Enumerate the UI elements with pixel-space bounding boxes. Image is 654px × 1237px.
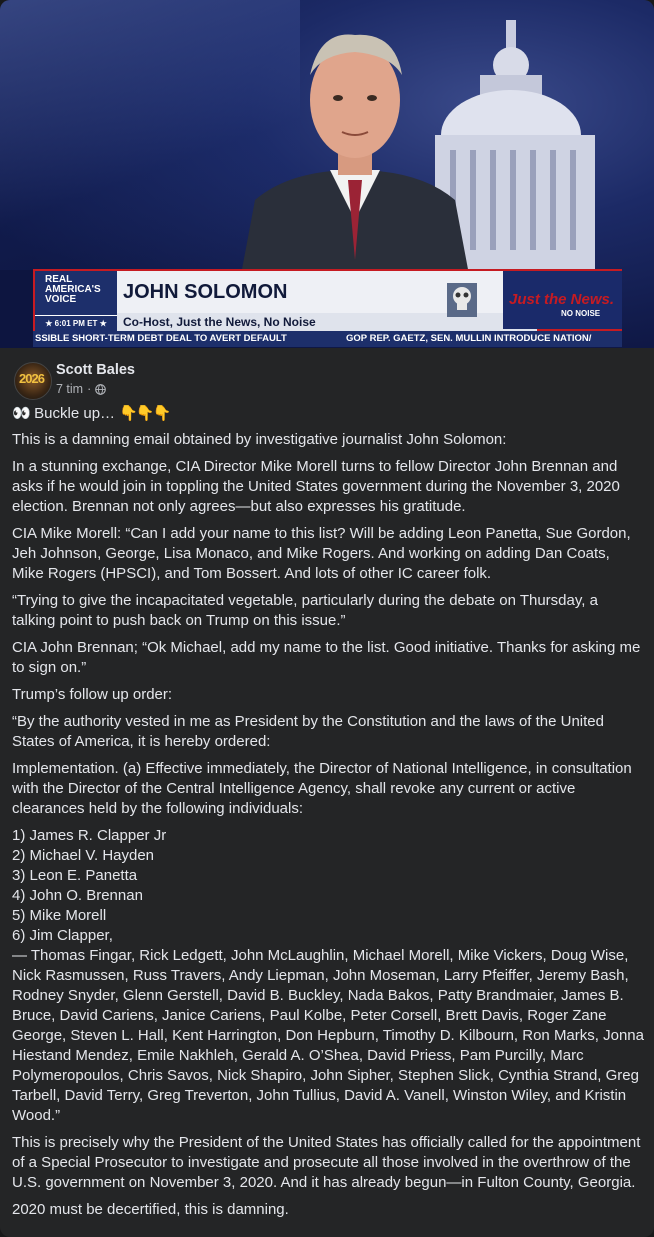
names-paragraph: — Thomas Fingar, Rick Ledgett, John McLaughlin, Michael Morell, Mike Vickers, Doug Wise, Nick Rasmussen, Russ Travers, Andy Liepman, John Moseman, Larry Pfeiffer, Jeremy Bash, Rodney Snyder, Glenn Gerstell, David B. Buckley, Nada Bakos, Patty Brandmaier, James B. Bruce, David Cariens, Janice Cariens, Paul Kolbe, Peter Corsell, Brett Davis, Roger Zane George, Steven L. Hall, Kent Harrington, Don Hepburn, Timothy D. Kilbourn, Ron Marks, Jonna Hiestand Mendez, Emile Nakhleh, Gerald A. O’Shea, David Priess, Pam Purcilly, Marc Polymeropoulos, Chris Savos, Nick Shapiro, John Sipher, Stephen Slick, Cynthia Strand, Greg Tarbell, David Terry, Greg Treverton, John Tullius, David A. Vanell, Winston Wiley, and Kristin Wood.” [12, 947, 644, 1124]
list-item: 1) James R. Clapper Jr [12, 827, 167, 844]
list-item: 5) Mike Morell [12, 907, 107, 924]
list-item: 4) John O. Brennan [12, 887, 143, 904]
broadcast-time: ★ 6:01 PM ET ★ [35, 315, 117, 332]
logo-line-2: AMERICA'S [45, 284, 101, 295]
paragraph: Trump’s follow up order: [12, 686, 173, 703]
presenter-image [230, 20, 480, 280]
list-item: 3) Leon E. Panetta [12, 867, 138, 884]
paragraph: This is a damning email obtained by investigative journalist John Solomon: [12, 431, 507, 448]
logo-line-1: REAL [45, 274, 73, 285]
author-name[interactable]: Scott Bales [56, 362, 135, 378]
avatar-text: 2026 [19, 371, 44, 386]
brand-logo [503, 271, 622, 329]
guest-title: Co-Host, Just the News, No Noise [117, 313, 537, 331]
paragraph: 2020 must be decertified, this is damning. [12, 1201, 289, 1218]
list-item: 6) Jim Clapper, [12, 927, 113, 944]
brand-tagline: NO NOISE [561, 309, 601, 318]
paragraph: CIA John Brennan; “Ok Michael, add my name to the list. Good initiative. Thanks for asking me to sign on.” [12, 639, 641, 676]
globe-icon [95, 384, 106, 395]
skull-flag-icon [447, 283, 477, 317]
post-text [12, 404, 644, 1227]
paragraph: This is precisely why the President of the United States has officially called for the appointment of a Special Prosecutor to investigate and prosecute all those involved in the overthrow of the U.S. government on November 3, 2020. And it has already begun—in Fulton County, Georgia. [12, 1134, 641, 1191]
news-chyron [33, 269, 622, 331]
opener-text: Buckle up… [34, 405, 116, 422]
list-item: 2) Michael V. Hayden [12, 847, 155, 864]
ticker-left: SSIBLE SHORT-TERM DEBT DEAL TO AVERT DEFAULT [35, 333, 287, 344]
eyes-emoji: 👀 [12, 405, 31, 422]
paragraph: CIA Mike Morell: “Can I add your name to this list? Will be adding Leon Panetta, Sue Gordon, Jeh Johnson, George, Lisa Monaco, and Mike Rogers. And working on adding Dan Coats, Mike Rogers (HPSCI), and Tom Bossert. And lots of other IC career folk. [12, 525, 631, 582]
ticker-right: GOP REP. GAETZ, SEN. MULLIN INTRODUCE NATION/ [346, 333, 592, 344]
video-frame[interactable] [0, 0, 654, 348]
news-ticker [33, 331, 622, 347]
post-time[interactable]: 7 tim [56, 382, 84, 396]
paragraph: “Trying to give the incapacitated vegetable, particularly during the debate on Thursday, a talking point to push back on Trump on this issue.” [12, 592, 598, 629]
meta-separator: · [87, 382, 92, 396]
post-meta [56, 382, 106, 396]
names-list [12, 826, 644, 1126]
network-logo [35, 271, 117, 315]
logo-line-3: VOICE [45, 294, 77, 305]
post-opener [12, 404, 644, 424]
paragraph: Implementation. (a) Effective immediately, the Director of National Intelligence, in consultation with the Director of the Central Intelligence Agency, shall revoke any current or active clearances held by the following individuals: [12, 760, 632, 817]
pointing-down-emoji: 👇👇👇 [119, 405, 170, 422]
avatar[interactable] [14, 362, 52, 400]
paragraph: In a stunning exchange, CIA Director Mike Morell turns to fellow Director John Brennan and asks if he would join in toppling the United States government during the November 3, 2020 election. Brennan not only agrees—but also expresses his gratitude. [12, 458, 620, 515]
guest-name: JOHN SOLOMON [123, 281, 288, 303]
paragraph: “By the authority vested in me as President by the Constitution and the laws of the United States of America, it is hereby ordered: [12, 713, 604, 750]
brand-name: Just the News. [509, 291, 615, 308]
